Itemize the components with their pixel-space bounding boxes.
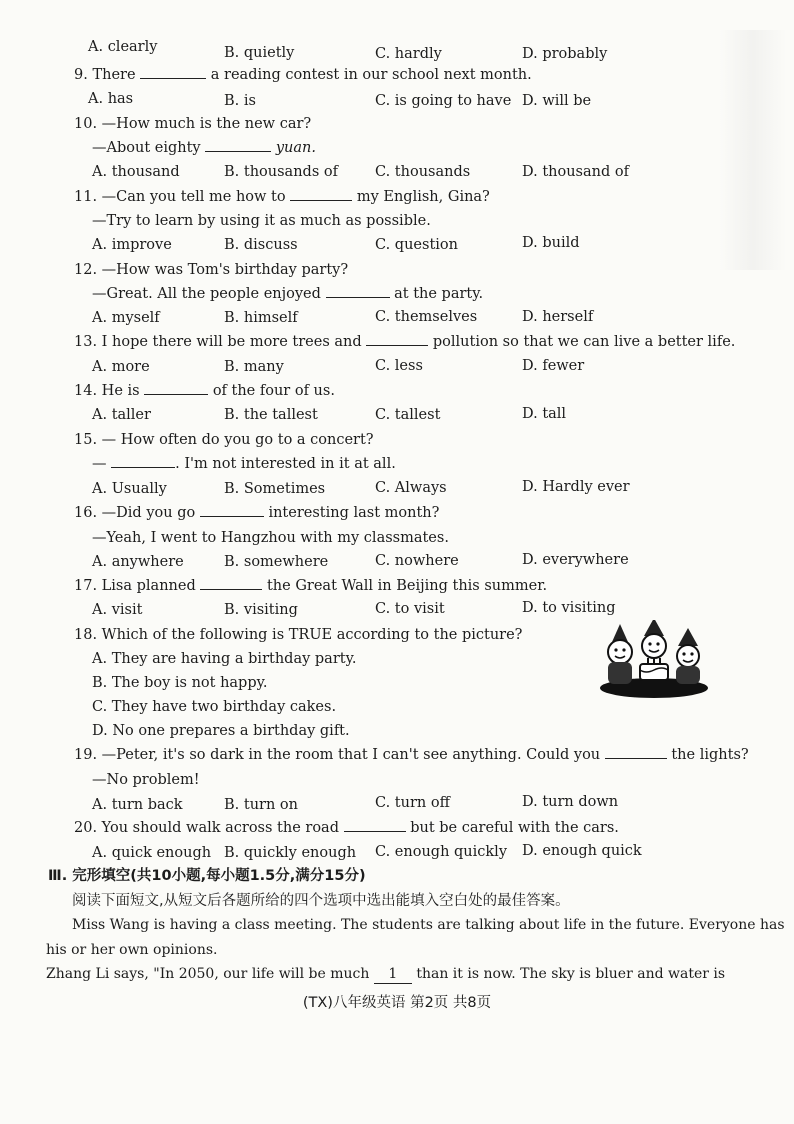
q11-option-d: D. build	[522, 235, 580, 251]
q11-reply: —Try to learn by using it as much as possible.	[92, 213, 431, 229]
q14-post: of the four of us.	[212, 383, 335, 399]
q10-reply	[92, 139, 316, 157]
q10-option-b: B. thousands of	[224, 164, 338, 180]
q19-reply: —No problem!	[92, 772, 200, 788]
q16-blank	[200, 504, 264, 517]
q17-post: the Great Wall in Beijing this summer.	[266, 578, 548, 594]
passage-line-3-pre: Zhang Li says, "In 2050, our life will be much	[46, 966, 370, 982]
q15-reply	[92, 455, 396, 473]
passage-line-2: his or her own opinions.	[46, 942, 218, 958]
q13-pre: 13. I hope there will be more trees and	[74, 334, 362, 350]
q9-pre: 9. There	[74, 67, 136, 83]
q20-blank	[344, 819, 406, 832]
q10-option-a: A. thousand	[92, 164, 180, 180]
q18-stem: 18. Which of the following is TRUE according to the picture?	[74, 627, 523, 643]
q15-reply-pre: —	[92, 456, 107, 472]
q8-option-d: D. probably	[522, 46, 608, 62]
q12-reply	[92, 285, 483, 303]
q14-blank	[144, 382, 208, 395]
q11-blank	[290, 188, 352, 201]
passage-line-1: Miss Wang is having a class meeting. The students are talking about life in the future. Everyone has	[72, 917, 785, 933]
q12-option-d: D. herself	[522, 309, 594, 325]
q20-stem	[74, 819, 619, 837]
q8-option-c: C. hardly	[375, 46, 442, 62]
birthday-party-illustration	[598, 620, 710, 700]
q14-option-d: D. tall	[522, 406, 567, 422]
q12-reply-pre: —Great. All the people enjoyed	[92, 286, 321, 302]
q15-option-c: C. Always	[375, 480, 447, 496]
q9-option-d: D. will be	[522, 93, 592, 109]
q13-stem	[74, 333, 735, 351]
q11-option-c: C. question	[375, 237, 458, 253]
q16-option-c: C. nowhere	[375, 553, 459, 569]
section-3-title: Ⅲ. 完形填空(共10小题,每小题1.5分,满分15分)	[48, 868, 366, 884]
q19-blank	[605, 746, 667, 759]
q19-option-c: C. turn off	[375, 795, 450, 811]
q18-option-b: B. The boy is not happy.	[92, 675, 268, 691]
q14-option-c: C. tallest	[375, 407, 441, 423]
q15-reply-post: . I'm not interested in it at all.	[175, 456, 396, 472]
q9-option-a: A. has	[88, 91, 134, 107]
q11-stem	[74, 188, 490, 206]
q14-option-a: A. taller	[92, 407, 151, 423]
q8-option-a: A. clearly	[88, 39, 158, 55]
q9-post: a reading contest in our school next month.	[210, 67, 532, 83]
q13-option-d: D. fewer	[522, 358, 585, 374]
q15-blank	[111, 455, 175, 468]
q15-stem: 15. — How often do you go to a concert?	[74, 432, 374, 448]
q11-post: my English, Gina?	[356, 189, 490, 205]
q17-stem	[74, 577, 547, 595]
passage-line-3-post: than it is now. The sky is bluer and water is	[416, 966, 726, 982]
bleed-through-shadow	[718, 30, 788, 270]
q16-option-b: B. somewhere	[224, 554, 329, 570]
q10-blank	[205, 139, 271, 152]
q19-pre: 19. —Peter, it's so dark in the room that I can't see anything. Could you	[74, 747, 601, 763]
q13-option-c: C. less	[375, 358, 423, 374]
q13-blank	[366, 333, 428, 346]
q10-reply-post: yuan.	[275, 140, 316, 156]
q12-option-b: B. himself	[224, 310, 298, 326]
q17-option-a: A. visit	[92, 602, 143, 618]
q18-option-c: C. They have two birthday cakes.	[92, 699, 337, 715]
q15-option-a: A. Usually	[92, 481, 167, 497]
q17-pre: 17. Lisa planned	[74, 578, 196, 594]
q17-option-c: C. to visit	[375, 601, 445, 617]
q16-pre: 16. —Did you go	[74, 505, 196, 521]
q20-option-d: D. enough quick	[522, 843, 642, 859]
q18-option-d: D. No one prepares a birthday gift.	[92, 723, 350, 739]
q9-stem	[74, 66, 532, 84]
page-footer: (TX)八年级英语 第2页 共8页	[302, 995, 492, 1011]
q20-option-a: A. quick enough	[92, 845, 212, 861]
q11-pre: 11. —Can you tell me how to	[74, 189, 286, 205]
q12-option-c: C. themselves	[375, 309, 478, 325]
q20-pre: 20. You should walk across the road	[74, 820, 339, 836]
q9-option-c: C. is going to have	[375, 93, 512, 109]
q12-reply-post: at the party.	[394, 286, 484, 302]
q16-option-d: D. everywhere	[522, 552, 629, 568]
section-3-instruction: 阅读下面短文,从短文后各题所给的四个选项中选出能填入空白处的最佳答案。	[72, 893, 570, 909]
q13-post: pollution so that we can live a better life.	[432, 334, 736, 350]
q16-reply: —Yeah, I went to Hangzhou with my classmates.	[92, 530, 449, 546]
q15-option-d: D. Hardly ever	[522, 479, 630, 495]
q11-option-b: B. discuss	[224, 237, 298, 253]
q10-stem: 10. —How much is the new car?	[74, 116, 312, 132]
q19-stem	[74, 746, 749, 764]
passage-line-3	[46, 965, 725, 984]
q12-option-a: A. myself	[92, 310, 160, 326]
q11-option-a: A. improve	[92, 237, 172, 253]
q9-option-b: B. is	[224, 93, 256, 109]
q12-stem: 12. —How was Tom's birthday party?	[74, 262, 349, 278]
q19-option-a: A. turn back	[92, 797, 183, 813]
q19-post: the lights?	[671, 747, 749, 763]
q10-option-d: D. thousand of	[522, 164, 629, 180]
q17-blank	[200, 577, 262, 590]
q14-option-b: B. the tallest	[224, 407, 318, 423]
q20-post: but be careful with the cars.	[410, 820, 619, 836]
q13-option-b: B. many	[224, 359, 284, 375]
q12-blank	[326, 285, 390, 298]
q19-option-d: D. turn down	[522, 794, 619, 810]
q17-option-b: B. visiting	[224, 602, 298, 618]
q8-option-b: B. quietly	[224, 45, 295, 61]
q14-pre: 14. He is	[74, 383, 140, 399]
q13-option-a: A. more	[92, 359, 150, 375]
q10-option-c: C. thousands	[375, 164, 471, 180]
q10-reply-pre: —About eighty	[92, 140, 201, 156]
q20-option-c: C. enough quickly	[375, 844, 508, 860]
q20-option-b: B. quickly enough	[224, 845, 357, 861]
q16-post: interesting last month?	[268, 505, 440, 521]
q17-option-d: D. to visiting	[522, 600, 616, 616]
q18-option-a: A. They are having a birthday party.	[92, 651, 357, 667]
q16-stem	[74, 504, 439, 522]
q19-option-b: B. turn on	[224, 797, 298, 813]
q9-blank	[140, 66, 206, 79]
q15-option-b: B. Sometimes	[224, 481, 326, 497]
cloze-blank-1: 1	[374, 965, 412, 984]
q16-option-a: A. anywhere	[92, 554, 184, 570]
q14-stem	[74, 382, 335, 400]
